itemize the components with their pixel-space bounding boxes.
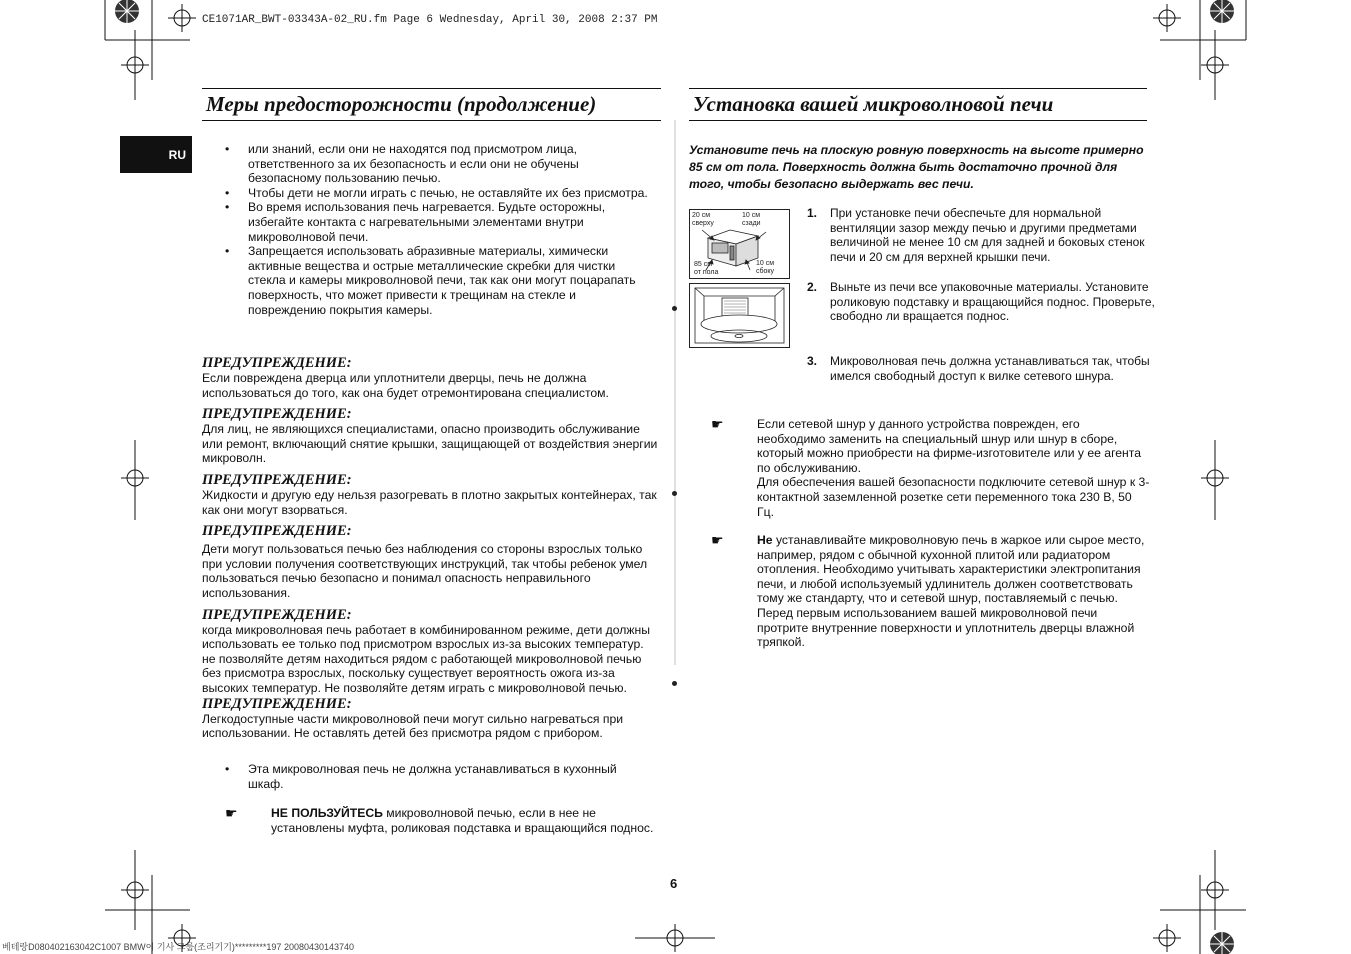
warning-text: Жидкости и другую еду нельзя разогревать в плотно закрытых контейнерах, так как они могут взорваться. [202,487,657,517]
step-text: Микроволновая печь должна устанавливаться так, чтобы имелся свободный доступ к вилке сетевого шнура. [830,353,1150,383]
warning [202,406,662,466]
pointing-hand-icon: ☛ [711,532,724,548]
step-item [807,206,1155,265]
note-text [757,417,1151,519]
note-body: устанавливайте микроволновую печь в жаркое или сырое место, например, рядом с обычной кухонной плитой или радиатором отопления. Необходимо учитывать характеристики электропитания печи, и любой используемый удлинитель должен соответствовать тому же стандарту, что и сетевой шнур, поставляемый с печью. Перед первым использованием вашей микроволновой печи протрите внутренние поверхности и уплотнитель дверцы влажной тряпкой. [757,533,1145,650]
note-power-cord [711,417,1151,519]
list-item: • Во время использования печь нагревается. Будьте осторожны, избегайте контакта с нагревательными элементами внутри микроволновой печи. [225,200,655,244]
warning-heading: ПРЕДУПРЕЖДЕНИЕ: [202,355,352,371]
note-bold: Не [757,533,773,547]
note-paragraph: Для обеспечения вашей безопасности подключите сетевой шнур к 3-контактной заземленной розетке сети переменного тока 230 В, 50 Гц. [757,475,1150,519]
warning-heading: ПРЕДУПРЕЖДЕНИЕ: [202,695,352,712]
step-number: 2. [807,279,818,294]
figure-label-side: 10 см сбоку [756,260,775,275]
turntable-drawing [690,284,789,347]
step-item [807,280,1155,324]
file-header: CE1071AR_BWT-03343A-02_RU.fm Page 6 Wednesday, April 30, 2008 2:37 PM [202,14,658,26]
step-number: 3. [807,353,818,368]
warning-heading: ПРЕДУПРЕЖДЕНИЕ: [202,523,352,540]
warning [202,472,662,517]
warning-heading: ПРЕДУПРЕЖДЕНИЕ: [202,406,352,423]
warning [202,355,662,400]
step-text: При установке печи обеспечьте для нормальной вентиляции зазор между печью и другими предметами величиной не менее 10 см для задней и боковых стенок печи и 20 см для верхней крышки печи. [830,206,1145,265]
note-bold: НЕ ПОЛЬЗУЙТЕСЬ [271,806,383,820]
step-text: Выньте из печи все упаковочные материалы. Установите роликовую подставку и вращающийся поднос. Проверьте, свободно ли вращается поднос. [830,279,1155,324]
list-item: • Эта микроволновая печь не должна устанавливаться в кухонный шкаф. [225,762,655,791]
crosshair-icon [1153,4,1181,32]
left-bullets [225,142,655,317]
pointing-hand-icon: ☛ [711,416,724,432]
center-dot [672,306,677,311]
warning-text: Дети могут пользоваться печью без наблюдения со стороны взрослых только при условии получения соответствующих инструкций, так чтобы ребенок умел пользоваться печью безопасно и понимал опасность неправильного использования. [202,542,648,600]
note-do-not-use [225,806,655,835]
file-footer: 베테랑D080402163042C1007 BMW이 기사 그룹(조리기기)*********197 20080430143740 [2,942,355,952]
warning-text: когда микроволновая печь работает в комбинированном режиме, дети должны использовать ее только под присмотром взрослых из-за высоких температур. [202,622,651,652]
starburst-icon [115,0,139,23]
crosshair-icon [168,4,196,32]
note-text [271,806,655,835]
cabinet-bullet [225,762,655,791]
warning-text: Легкодоступные части микроволновой печи могут сильно нагреваться при использовании. Не оставлять детей без присмотра рядом с прибором. [202,711,624,741]
figure-label-floor: 85 см от пола [694,261,719,276]
list-item: • Чтобы дети не могли играть с печью, не оставляйте их без присмотра. [225,186,655,201]
installation-intro: Установите печь на плоскую ровную поверхность на высоте примерно 85 см от пола. Поверхность должна быть достаточно прочной для того, чтобы безопасно выдержать вес печи. [689,143,1144,191]
turntable-figure [689,283,790,348]
center-dot [672,491,677,496]
pointing-hand-icon: ☛ [225,805,238,821]
title-rule-top [202,88,661,89]
note-body: микроволновой печью, если в нее не установлены муфта, роликовая подставка и вращающийся поднос. [271,806,654,835]
title-rule-bottom [202,120,661,121]
warning [202,523,662,600]
title-rule-top [689,88,1147,89]
warning-text: Для лиц, не являющихся специалистами, опасно производить обслуживание или ремонт, включающий снятие крышки, защищающей от воздействия энергии микроволн. [202,422,658,466]
crosshair-icon [1153,924,1181,952]
figure-label-top: 20 см сверху [692,212,714,227]
warning-text: Если повреждена дверца или уплотнители дверцы, печь не должна использоваться до того, как она будет отремонтирована специалистом. [202,371,609,400]
warning-heading: ПРЕДУПРЕЖДЕНИЕ: [202,471,352,488]
list-item: • Запрещается использовать абразивные материалы, химически активные вещества и острые металлические скребки для чистки стекла и камеры микроволновой печи, так как они могут поцарапать поверхность, что может привести к трещинам на стекле и повреждению покрытия камеры. [225,244,655,317]
left-title: Меры предосторожности (продолжение) [206,92,597,116]
figure-label-back: 10 см сзади [742,212,761,227]
page-number: 6 [670,876,678,891]
note-paragraph: Если сетевой шнур у данного устройства поврежден, его необходимо заменить на специальный шнур или шнур в сборе, который можно приобрести на фирме-изготовителе или у ее агента по обслуживанию. [757,417,1141,475]
center-dot [672,681,677,686]
starburst-icon [1210,932,1234,954]
clearance-figure [689,209,790,279]
warning-heading: ПРЕДУПРЕЖДЕНИЕ: [202,606,352,623]
warnings-block [202,355,662,747]
note-text [757,533,1151,650]
title-rule-bottom [689,120,1147,121]
installation-steps [807,206,1155,383]
warning [202,607,662,696]
warning-text-continued: не позволяйте детям находиться рядом с работающей микроволновой печью без присмотра взрослых, поскольку существует вероятность ожога из-за высоких температур. Не позволяйте детям играть с микроволновой печью. [202,651,642,695]
warning [202,696,662,741]
language-tab: RU [120,136,192,173]
starburst-icon [1210,0,1234,23]
step-number: 1. [807,206,818,220]
note-placement [711,533,1151,650]
step-item [807,354,1155,383]
list-item: • или знаний, если они не находятся под присмотром лица, ответственного за их безопасность и если они не обучены безопасному пользованию печью. [225,142,655,186]
right-title: Установка вашей микроволновой печи [693,92,1054,116]
